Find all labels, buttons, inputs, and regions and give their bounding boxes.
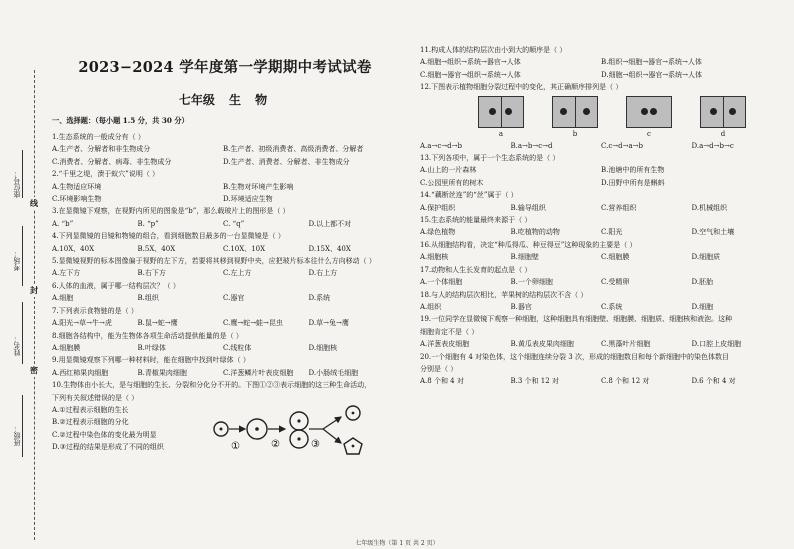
option[interactable]: B.生产者、初级消费者、高级消费者、分解者 xyxy=(223,145,364,154)
question-options xyxy=(52,267,394,279)
question-stem: 17.动物和人生长发育的起点是（ ） xyxy=(420,265,532,274)
page-footer: 七年级生物（第 1 页 共 2 页） xyxy=(355,540,439,547)
option[interactable]: A.西红柿果肉细胞 xyxy=(52,368,109,377)
option[interactable]: C. “q” xyxy=(223,219,245,228)
question-stem: 10.生物体由小长大，是与细胞的生长、分裂和分化分不开的。下图①②③表示细胞的这三种生命活动， xyxy=(52,381,372,390)
question-options xyxy=(420,202,782,214)
option[interactable]: A.8 个和 4 对 xyxy=(420,377,464,386)
option[interactable]: C.受精卵 xyxy=(601,278,630,287)
cut-word-feng: 封 xyxy=(30,285,38,295)
right-question-list-b xyxy=(420,152,782,388)
question-options xyxy=(52,143,394,168)
question-options xyxy=(420,56,782,81)
option[interactable]: A.左下方 xyxy=(52,269,81,278)
option[interactable]: D.细胞 xyxy=(691,302,714,311)
option[interactable]: B.3 个和 12 对 xyxy=(510,377,559,386)
option[interactable]: C.②过程中染色体的变化最为明显 xyxy=(52,430,157,439)
option[interactable]: C.环境影响生物 xyxy=(52,195,102,204)
option[interactable]: D.环境适应生物 xyxy=(223,195,273,204)
cell-caption: a xyxy=(498,129,504,138)
option[interactable]: D.以上都不对 xyxy=(308,219,352,228)
question-10-options xyxy=(52,404,202,454)
option[interactable]: A. “b” xyxy=(52,219,74,228)
option[interactable]: A.细胞膜 xyxy=(52,343,81,352)
left-column xyxy=(52,44,394,454)
cell-caption: b xyxy=(572,129,578,138)
question-stem: 15.生态系统的能量最终来源于（ ） xyxy=(420,216,532,225)
name-label: 姓名： xyxy=(13,335,21,356)
question-options xyxy=(420,301,782,313)
option[interactable]: D.③过程的结果是形成了不同的组织 xyxy=(52,443,164,452)
option[interactable]: D.a→d→b→c xyxy=(691,141,734,150)
option[interactable]: D.草→兔→鹰 xyxy=(308,319,349,328)
question-stem: 14.“藕断丝连”的“丝”属于（ ） xyxy=(420,191,518,200)
marker-3: ③ xyxy=(311,439,320,451)
option[interactable]: B.a→b→c→d xyxy=(510,141,553,150)
section-heading: 一、选择题：（每小题 1.5 分，共 30 分） xyxy=(52,116,189,125)
option[interactable]: D.田野中所有是蝌蚪 xyxy=(601,178,665,187)
question-options xyxy=(52,367,394,379)
exam-title: 2023−2024 学年度第一学期期中考试试卷 xyxy=(78,59,372,76)
question-10 xyxy=(52,379,394,453)
option[interactable]: D.胚胎 xyxy=(691,278,714,287)
option[interactable]: B.②过程表示细胞的分化 xyxy=(52,418,129,427)
option[interactable]: A.保护组织 xyxy=(420,203,456,212)
option[interactable]: B.一个卵细胞 xyxy=(510,278,553,287)
question-options xyxy=(52,181,394,206)
question-options xyxy=(52,317,394,329)
option[interactable]: B.5X、40X xyxy=(137,244,176,253)
question-stem: 细胞肯定不是（ ） xyxy=(420,327,479,336)
left-question-list xyxy=(52,131,394,379)
option[interactable]: A.生物适应环境 xyxy=(52,182,102,191)
option[interactable]: D.细胞→组织→器官→系统→人体 xyxy=(601,70,703,79)
option[interactable]: B.青椒果肉细胞 xyxy=(137,368,187,377)
seat-number-line xyxy=(22,150,23,198)
option[interactable]: B.叶绿体 xyxy=(137,343,166,352)
option[interactable]: C.营养组织 xyxy=(601,203,637,212)
cell-figure-c xyxy=(626,96,672,140)
question-stem: 19.一位同学在显微镜下观察一种细胞，这种细胞具有细胞壁、细胞膜、细胞质、细胞核和液泡。这种 xyxy=(420,315,733,324)
cut-word-mi: 密 xyxy=(30,365,38,375)
option[interactable]: A.阳光→草→牛→虎 xyxy=(52,319,112,328)
question-stem: 8.细胞各结构中，能为生物体各项生命活动提供能量的是（ ） xyxy=(52,331,243,340)
seat-number-label: 座位号： xyxy=(13,170,21,198)
option[interactable]: A.组织 xyxy=(420,302,442,311)
option[interactable]: B.组织 xyxy=(137,294,159,303)
option[interactable]: C.细胞→器官→组织→系统→人体 xyxy=(420,70,521,79)
question-options xyxy=(52,243,394,255)
option[interactable]: C.公园里所有的树木 xyxy=(420,178,484,187)
option[interactable]: C.消费者、分解者、病毒、非生物成分 xyxy=(52,157,172,166)
binding-margin xyxy=(0,0,46,549)
question-options xyxy=(420,251,782,263)
question-options xyxy=(420,226,782,238)
option[interactable]: C.鹰→蛇→蛙→昆虫 xyxy=(223,319,283,328)
option[interactable]: D.15X、40X xyxy=(308,244,351,253)
cut-line xyxy=(34,70,35,540)
question-options xyxy=(52,342,394,354)
option[interactable]: A.细胞 xyxy=(52,294,74,303)
question-options xyxy=(420,338,782,350)
option[interactable]: C.8 个和 12 对 xyxy=(601,377,650,386)
question-stem: 4.下列显微镜的目镜和物镜的组合，看到细胞数目最多的一台显微镜是（ ） xyxy=(52,232,285,241)
option[interactable]: B. “p” xyxy=(137,219,159,228)
option[interactable]: D.6 个和 4 对 xyxy=(691,377,736,386)
question-stem: 3.在显微镜下观察，在视野内所见的图象是“b”，那么载玻片上的图形是（ ） xyxy=(52,207,290,216)
option[interactable]: C.c→d→a→b xyxy=(601,141,643,150)
option[interactable]: B.右下方 xyxy=(137,269,166,278)
question-stem: 20.一个细胞有 4 对染色体，这个细胞连续分裂 3 次，形成的细胞数目和每个新细胞中的染色体数目 xyxy=(420,352,729,361)
cell-figure-a xyxy=(478,96,524,140)
question-stem: 13.下列各项中，属于一个生态系统的是（ ） xyxy=(420,154,560,163)
option[interactable]: C.10X、10X xyxy=(223,244,266,253)
option[interactable]: C.洋葱鳞片叶表皮细胞 xyxy=(223,368,294,377)
option[interactable]: D.细胞质 xyxy=(691,253,721,262)
name-line xyxy=(22,302,23,364)
exam-subtitle: 七年级 生 物 xyxy=(178,93,268,107)
option[interactable]: B.吃植物的动物 xyxy=(510,228,560,237)
option[interactable]: C.细胞膜 xyxy=(601,253,630,262)
question-stem: 18.与人的结构层次相比，苹果树的结构层次不含（ ） xyxy=(420,290,588,299)
marker-2: ② xyxy=(271,439,280,451)
option[interactable]: C.黑藻叶片细胞 xyxy=(601,340,651,349)
option[interactable]: A.①过程表示细胞的生长 xyxy=(52,405,129,414)
cell-caption: c xyxy=(647,129,651,138)
option[interactable]: D.空气和土壤 xyxy=(691,228,735,237)
option[interactable]: A.10X、40X xyxy=(52,244,95,253)
question-stem: 1.生态系统的一般成分有（ ） xyxy=(52,133,145,141)
class-label: 班级： xyxy=(13,425,21,446)
option[interactable]: D.口腔上皮细胞 xyxy=(691,340,742,349)
option[interactable]: C.左上方 xyxy=(223,269,252,278)
question-stem: 9.用显微镜观察下列哪一种材料时，能在细胞中找到叶绿体（ ） xyxy=(52,356,250,365)
exam-room-line xyxy=(22,226,23,286)
option[interactable]: B.输导组织 xyxy=(510,203,546,212)
option[interactable]: D.小肠绒毛细胞 xyxy=(308,368,359,377)
option[interactable]: B.黄瓜表皮果肉细胞 xyxy=(510,340,574,349)
cut-word-xian: 线 xyxy=(30,198,38,208)
option[interactable]: A.a→c→d→b xyxy=(420,141,462,150)
question-stem: 6.人体的血液，属于哪一结构层次？（ ） xyxy=(52,281,180,290)
question-options xyxy=(52,218,394,230)
question-stem: 分别是（ ） xyxy=(420,364,458,373)
cell-figure-d xyxy=(700,96,746,140)
exam-room-label: 考场： xyxy=(13,250,21,271)
option[interactable]: B.组织→细胞→器官→系统→人体 xyxy=(601,58,702,67)
option[interactable]: B.细胞壁 xyxy=(510,253,539,262)
option[interactable]: C.线粒体 xyxy=(223,343,252,352)
right-column xyxy=(420,44,782,388)
cell-figure-b xyxy=(552,96,598,140)
option[interactable]: A.绿色植物 xyxy=(420,228,456,237)
option[interactable]: D.系统 xyxy=(308,294,331,303)
question-stem: 2.“千里之堤，溃于蚁穴”说明（ ） xyxy=(52,170,160,179)
question-stem: 16.从细胞结构看，决定“种瓜得瓜、种豆得豆”这种现象的主要是（ ） xyxy=(420,240,637,249)
option[interactable]: A.细胞→组织→系统→器官→人体 xyxy=(420,58,521,67)
question-stem: 12.下图表示植物细胞分裂过程中的变化，其正确顺序排列是（ ） xyxy=(420,83,623,92)
question-options xyxy=(52,292,394,304)
option[interactable]: C.阳光 xyxy=(601,228,623,237)
right-question-list-a xyxy=(420,44,782,94)
option[interactable]: D.细胞核 xyxy=(308,343,338,352)
option[interactable]: A.一个体细胞 xyxy=(420,278,463,287)
question-stem: 11.构成人体的结构层次由小到大的顺序是（ ） xyxy=(420,46,567,54)
option[interactable]: A.生产者、分解者和非生物成分 xyxy=(52,145,151,154)
option[interactable]: B.鼠→蛇→鹰 xyxy=(137,319,178,328)
option[interactable]: D.生产者、消费者、分解者、非生物成分 xyxy=(223,157,350,166)
cell-caption: d xyxy=(720,129,726,138)
question-stem: 5.显微镜视野的标本图像偏于视野的左下方，若要将其移到视野中央，应把玻片标本往什么方向移动（ ） xyxy=(52,257,376,266)
option[interactable]: A.细胞核 xyxy=(420,253,449,262)
option[interactable]: D.右上方 xyxy=(308,269,338,278)
option[interactable]: D.机械组织 xyxy=(691,203,728,212)
option[interactable]: B.器官 xyxy=(510,302,532,311)
option[interactable]: C.器官 xyxy=(223,294,245,303)
option[interactable]: C.系统 xyxy=(601,302,623,311)
question-options xyxy=(420,276,782,288)
question-12-options xyxy=(420,140,782,152)
cell-division-figure xyxy=(478,96,782,140)
cell-process-diagram xyxy=(207,405,387,465)
option[interactable]: B.生物对环境产生影响 xyxy=(223,182,294,191)
marker-1: ① xyxy=(231,441,240,453)
question-stem: 下列有关叙述错误的是（ ） xyxy=(52,393,139,402)
question-options xyxy=(420,164,782,189)
class-line xyxy=(22,395,23,457)
option[interactable]: A.山上的一片森林 xyxy=(420,166,477,175)
question-stem: 7.下列表示食物链的是（ ） xyxy=(52,306,138,315)
option[interactable]: A.洋葱表皮细胞 xyxy=(420,340,470,349)
question-options xyxy=(420,375,782,387)
option[interactable]: B.池塘中的所有生物 xyxy=(601,166,665,175)
